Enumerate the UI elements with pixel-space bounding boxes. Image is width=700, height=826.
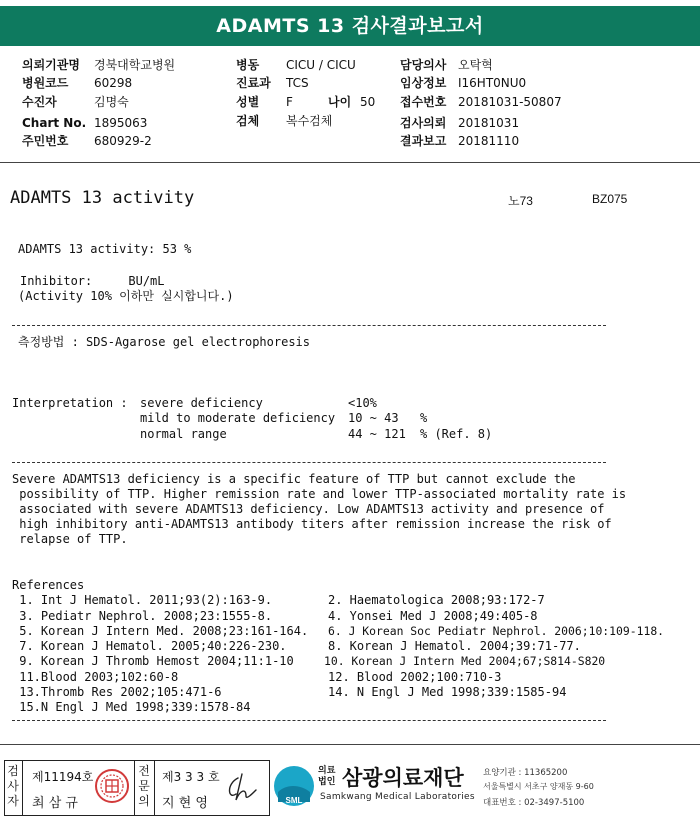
header-row: 접수번호 20181031-50807 <box>400 95 562 109</box>
org-english-name: Samkwang Medical Laboratories <box>320 792 475 802</box>
paragraph-line: high inhibitory anti-ADAMTS13 antibody titers after remission increase the risk of <box>12 517 612 531</box>
header-row: 결과보고 20181110 <box>400 134 520 148</box>
specialist-license: 제3 3 3 호 <box>162 770 220 784</box>
interp-name: mild to moderate deficiency <box>140 411 336 425</box>
header-row: 수진자 김명숙 <box>22 95 129 109</box>
interp-range: <10% <box>348 396 377 410</box>
reference-item: 14. N Engl J Med 1998;339:1585-94 <box>328 685 567 699</box>
specialist-label: 전문의 <box>138 764 150 808</box>
code-label: 노73 <box>508 194 533 208</box>
reference-item: 8. Korean J Hematol. 2004;39:71-77. <box>328 639 581 653</box>
interpretation-label: Interpretation : <box>12 396 128 410</box>
box-separator <box>22 761 23 815</box>
reference-item: 12. Blood 2002;100:710-3 <box>328 670 502 684</box>
interp-unit: % <box>420 411 428 425</box>
inhibitor-line: Inhibitor: BU/mL <box>20 274 165 288</box>
method-line: 측정방법 : SDS-Agarose gel electrophoresis <box>18 335 311 349</box>
header-row: 검사의뢰 20181031 <box>400 116 520 130</box>
signature-icon <box>222 770 262 806</box>
reference-item: 15.N Engl J Med 1998;339:1578-84 <box>12 700 251 714</box>
reference-item: 3. Pediatr Nephrol. 2008;23:1555-8. <box>12 609 273 623</box>
reference-item: 6. J Korean Soc Pediatr Nephrol. 2006;10:109-118. <box>328 624 665 638</box>
tester-seal-icon <box>93 766 131 806</box>
header-row: 성별 F <box>236 95 293 109</box>
note-line: (Activity 10% 이하만 실시합니다.) <box>18 289 234 303</box>
box-separator <box>134 761 135 815</box>
title-bar <box>0 0 700 60</box>
box-separator <box>154 761 155 815</box>
interp-range: 44 ~ 121 <box>348 427 406 441</box>
header-row: 병원코드 60298 <box>22 76 133 90</box>
header-row: 의뢰기관명 경북대학교병원 <box>22 58 176 72</box>
reference-item: 5. Korean J Intern Med. 2008;23:161-164. <box>12 624 309 638</box>
reference-item: 1. Int J Hematol. 2011;93(2):163-9. <box>12 593 273 607</box>
org-prefix: 의료법인 <box>318 766 336 787</box>
header-row: 주민번호 680929-2 <box>22 134 152 148</box>
footer-divider <box>0 744 700 745</box>
reference-item: 11.Blood 2003;102:60-8 <box>12 670 179 684</box>
org-name: 삼광의료재단 <box>342 766 464 790</box>
tester-label: 검사자 <box>7 764 19 808</box>
reference-item: 2. Haematologica 2008;93:172-7 <box>328 593 545 607</box>
phone: 대표번호 : 02-3497-5100 <box>483 798 585 808</box>
dashed-divider <box>12 720 606 721</box>
interp-range: 10 ~ 43 <box>348 411 399 425</box>
header-row: 병동 CICU / CICU <box>236 58 356 72</box>
tester-license: 제11194호 <box>32 770 94 784</box>
header-row: 검체 복수검체 <box>236 114 333 128</box>
report-title: ADAMTS 13 검사결과보고서 <box>216 15 484 37</box>
dashed-divider <box>12 462 606 463</box>
paragraph-line: relapse of TTP. <box>12 532 128 546</box>
paragraph-line: Severe ADAMTS13 deficiency is a specific feature of TTP but cannot exclude the <box>12 472 576 486</box>
reference-item: 13.Thromb Res 2002;105:471-6 <box>12 685 222 699</box>
interp-unit: % (Ref. 8) <box>420 427 493 441</box>
care-number: 요양기관 : 11365200 <box>483 768 568 778</box>
interp-name: normal range <box>140 427 227 441</box>
header-row: 진료과 TCS <box>236 76 309 90</box>
header-divider <box>0 162 700 163</box>
title-band <box>0 6 700 46</box>
dashed-divider <box>12 325 606 326</box>
paragraph-line: associated with severe ADAMTS13 deficiency. Low ADAMTS13 activity and presence of <box>12 502 605 516</box>
interp-name: severe deficiency <box>140 396 263 410</box>
tester-name: 최 삼 규 <box>32 796 78 811</box>
header-row: Chart No. 1895063 <box>22 116 148 130</box>
header-row: 담당의사 오탁혁 <box>400 58 493 72</box>
references-title: References <box>12 578 85 592</box>
reference-item: 4. Yonsei Med J 2008;49:405-8 <box>328 609 538 623</box>
header-row: 임상정보 I16HT0NU0 <box>400 76 527 90</box>
paragraph-line: possibility of TTP. Higher remission rate and lower TTP-associated mortality rate is <box>12 487 627 501</box>
reference-item: 9. Korean J Thromb Hemost 2004;11:1-10 <box>12 654 294 668</box>
reference-item: 7. Korean J Hematol. 2005;40:226-230. <box>12 639 287 653</box>
sml-logo-icon <box>270 762 318 810</box>
code-label: BZ075 <box>592 192 628 206</box>
specialist-name: 지 현 영 <box>162 796 208 811</box>
address: 서울특별시 서초구 양재동 9-60 <box>483 782 594 791</box>
activity-result: ADAMTS 13 activity: 53 % <box>18 242 192 256</box>
age-field: 나이 50 <box>328 95 376 109</box>
reference-item: 10. Korean J Intern Med 2004;67;S814-S820 <box>324 654 606 668</box>
report-heading: ADAMTS 13 activity <box>10 188 195 208</box>
logo-text: SML <box>285 796 303 805</box>
